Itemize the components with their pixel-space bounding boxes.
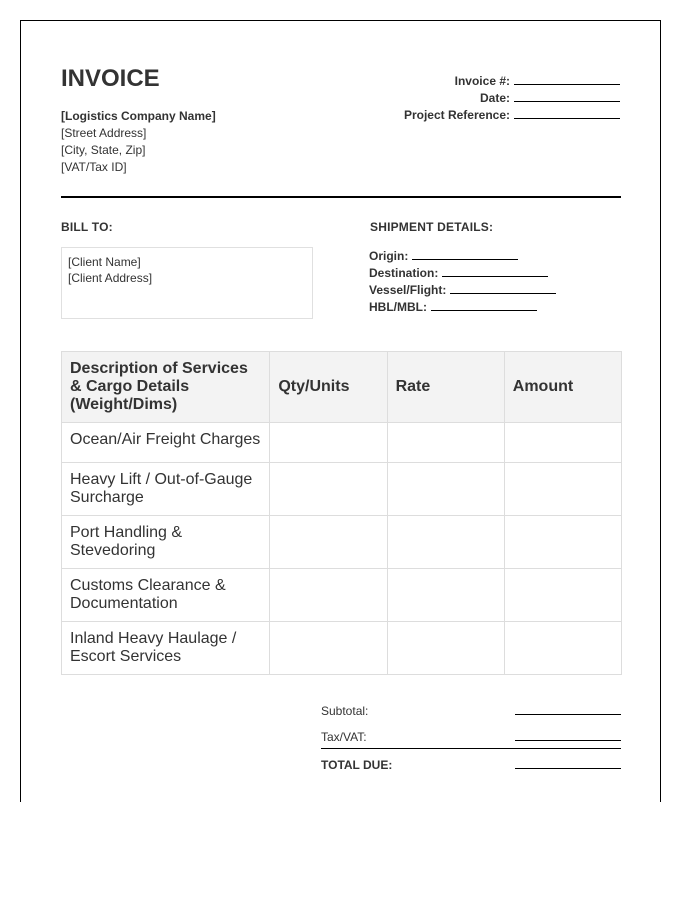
column-header-qty: Qty/Units [270, 352, 387, 423]
row-qty-cell[interactable] [270, 463, 387, 516]
row-rate-cell[interactable] [387, 622, 504, 675]
client-name: [Client Name] [68, 255, 141, 269]
date-label: Date: [479, 91, 510, 105]
tax-row [321, 729, 621, 744]
row-description: Ocean/Air Freight Charges [62, 423, 270, 463]
column-header-amount: Amount [504, 352, 621, 423]
destination-field[interactable] [442, 265, 548, 277]
totals-divider [321, 748, 621, 749]
origin-field[interactable] [412, 248, 518, 260]
vessel-flight-label: Vessel/Flight: [369, 283, 447, 297]
column-header-rate: Rate [387, 352, 504, 423]
project-reference-label: Project Reference: [403, 108, 510, 122]
row-description: Port Handling & Stevedoring [62, 516, 270, 569]
shipment-details [369, 248, 556, 316]
client-box[interactable] [61, 247, 313, 319]
company-block [61, 108, 216, 176]
hbl-mbl-label: HBL/MBL: [369, 300, 427, 314]
row-qty-cell[interactable] [270, 423, 387, 463]
header-divider [61, 196, 621, 198]
subtotal-label: Subtotal: [321, 704, 369, 718]
destination-label: Destination: [369, 266, 439, 280]
table-row [62, 516, 622, 569]
column-header-description: Description of Services & Cargo Details (Weight/Dims) [62, 352, 270, 423]
row-amount-cell[interactable] [504, 423, 621, 463]
company-city: [City, State, Zip] [61, 143, 146, 157]
table-row [62, 423, 622, 463]
row-amount-cell[interactable] [504, 516, 621, 569]
total-due-label: TOTAL DUE: [321, 758, 393, 772]
company-vat: [VAT/Tax ID] [61, 160, 127, 174]
invoice-number-row [404, 73, 620, 90]
row-qty-cell[interactable] [270, 516, 387, 569]
bill-to-label: BILL TO: [61, 220, 113, 234]
origin-label: Origin: [369, 249, 409, 263]
table-row [62, 463, 622, 516]
origin-row [369, 248, 556, 265]
line-items-table [61, 351, 622, 675]
row-description: Heavy Lift / Out-of-Gauge Surcharge [62, 463, 270, 516]
row-rate-cell[interactable] [387, 516, 504, 569]
company-street: [Street Address] [61, 126, 147, 140]
subtotal-field[interactable] [515, 703, 621, 715]
destination-row [369, 265, 556, 282]
table-header-row [62, 352, 622, 423]
project-reference-row [404, 107, 620, 124]
date-row [404, 90, 620, 107]
table-row [62, 622, 622, 675]
total-due-row [321, 757, 621, 772]
tax-field[interactable] [515, 729, 621, 741]
subtotal-row [321, 703, 621, 718]
date-field[interactable] [514, 90, 620, 102]
row-amount-cell[interactable] [504, 622, 621, 675]
shipment-details-label: SHIPMENT DETAILS: [370, 220, 494, 234]
invoice-title: INVOICE [61, 65, 160, 92]
row-description: Inland Heavy Haulage / Escort Services [62, 622, 270, 675]
total-due-field[interactable] [515, 757, 621, 769]
invoice-number-label: Invoice #: [454, 74, 510, 88]
row-qty-cell[interactable] [270, 622, 387, 675]
invoice-number-field[interactable] [514, 73, 620, 85]
company-name: [Logistics Company Name] [61, 109, 216, 123]
hbl-mbl-row [369, 299, 556, 316]
hbl-mbl-field[interactable] [431, 299, 537, 311]
row-description: Customs Clearance & Documentation [62, 569, 270, 622]
table-row [62, 569, 622, 622]
row-rate-cell[interactable] [387, 423, 504, 463]
row-qty-cell[interactable] [270, 569, 387, 622]
project-reference-field[interactable] [514, 107, 620, 119]
vessel-flight-field[interactable] [450, 282, 556, 294]
row-rate-cell[interactable] [387, 463, 504, 516]
row-amount-cell[interactable] [504, 569, 621, 622]
invoice-meta [404, 73, 620, 124]
row-amount-cell[interactable] [504, 463, 621, 516]
tax-label: Tax/VAT: [321, 730, 367, 744]
invoice-sheet [20, 20, 661, 802]
client-address: [Client Address] [68, 271, 153, 285]
row-rate-cell[interactable] [387, 569, 504, 622]
vessel-flight-row [369, 282, 556, 299]
